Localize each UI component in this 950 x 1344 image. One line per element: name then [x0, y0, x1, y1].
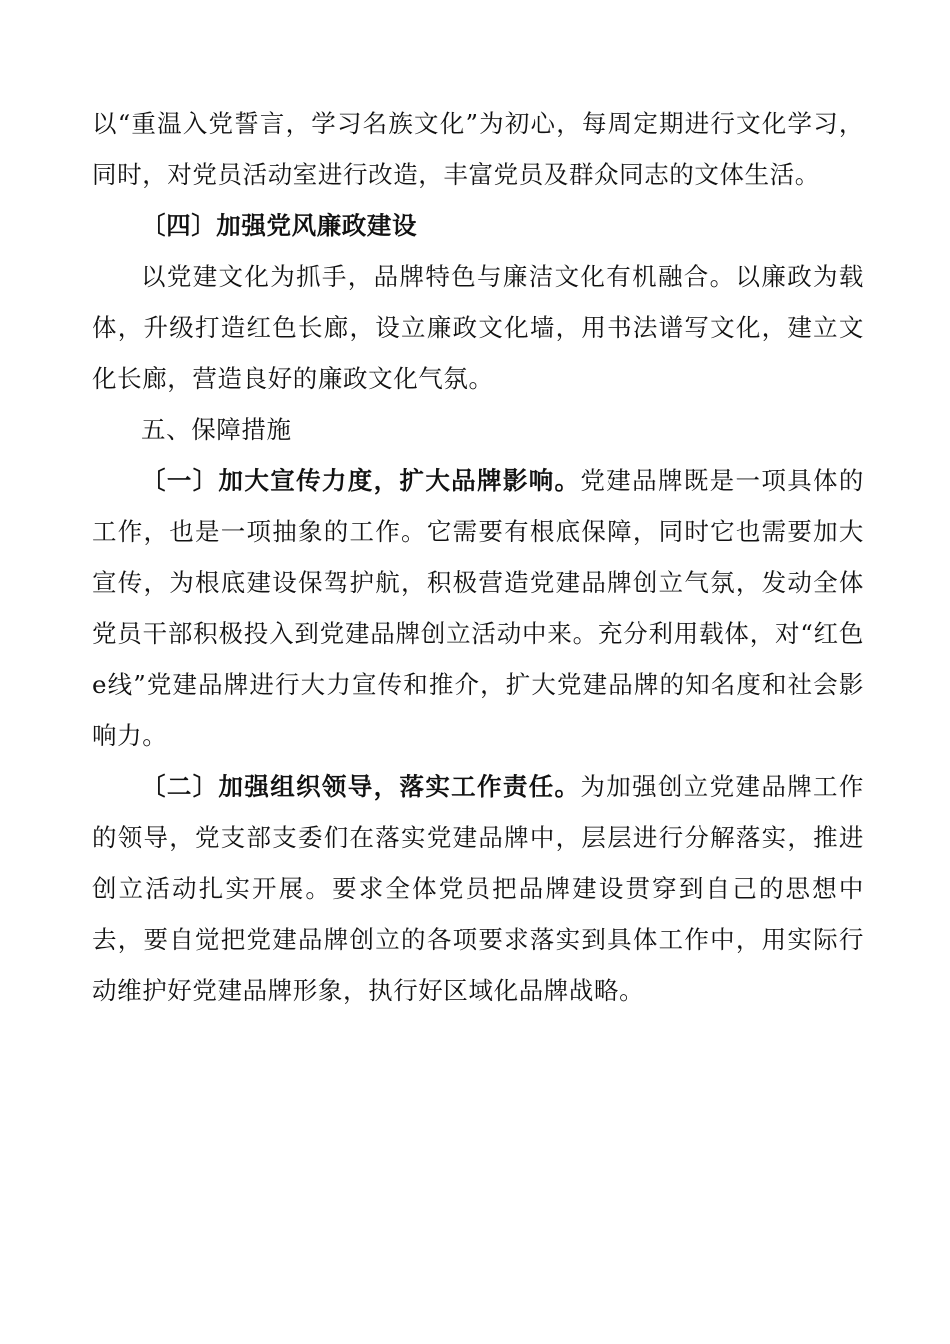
- publicity-lead: 〔一〕加大宣传力度，扩大品牌影响。: [141, 466, 581, 495]
- leadership-lead: 〔二〕加强组织领导，落实工作责任。: [141, 772, 581, 801]
- paragraph-integrity-culture: 以党建文化为抓手，品牌特色与廉洁文化有机融合。以廉政为载体，升级打造红色长廊，设立廉政文化墙，用书法谱写文化，建立文化长廊，营造良好的廉政文化气氛。: [92, 262, 864, 393]
- paragraph-publicity: [92, 455, 864, 761]
- section-heading-safeguards: 五、保障措施: [141, 415, 292, 444]
- leadership-body: 为加强创立党建品牌工作的领导，党支部支委们在落实党建品牌中，层层进行分解落实，推进创立活动扎实开展。要求全体党员把品牌建设贯穿到自己的思想中去，要自觉把党建品牌创立的各项要求落实到具体工作中，用实际行动维护好党建品牌形象，执行好区域化品牌战略。: [92, 772, 864, 1005]
- paragraph-culture-study: 以“重温入党誓言，学习名族文化”为初心，每周定期进行文化学习，同时，对党员活动室进行改造，丰富党员及群众同志的文体生活。: [92, 109, 864, 189]
- document-body: [92, 98, 864, 1016]
- heading-integrity-building: 〔四〕加强党风廉政建设: [141, 211, 418, 240]
- paragraph-leadership: [92, 761, 864, 1016]
- publicity-body: 党建品牌既是一项具体的工作，也是一项抽象的工作。它需要有根底保障，同时它也需要加大宣传，为根底建设保驾护航，积极营造党建品牌创立气氛，发动全体党员干部积极投入到党建品牌创立活动中来。充分利用载体，对“红色e线”党建品牌进行大力宣传和推介，扩大党建品牌的知名度和社会影响力。: [92, 466, 864, 750]
